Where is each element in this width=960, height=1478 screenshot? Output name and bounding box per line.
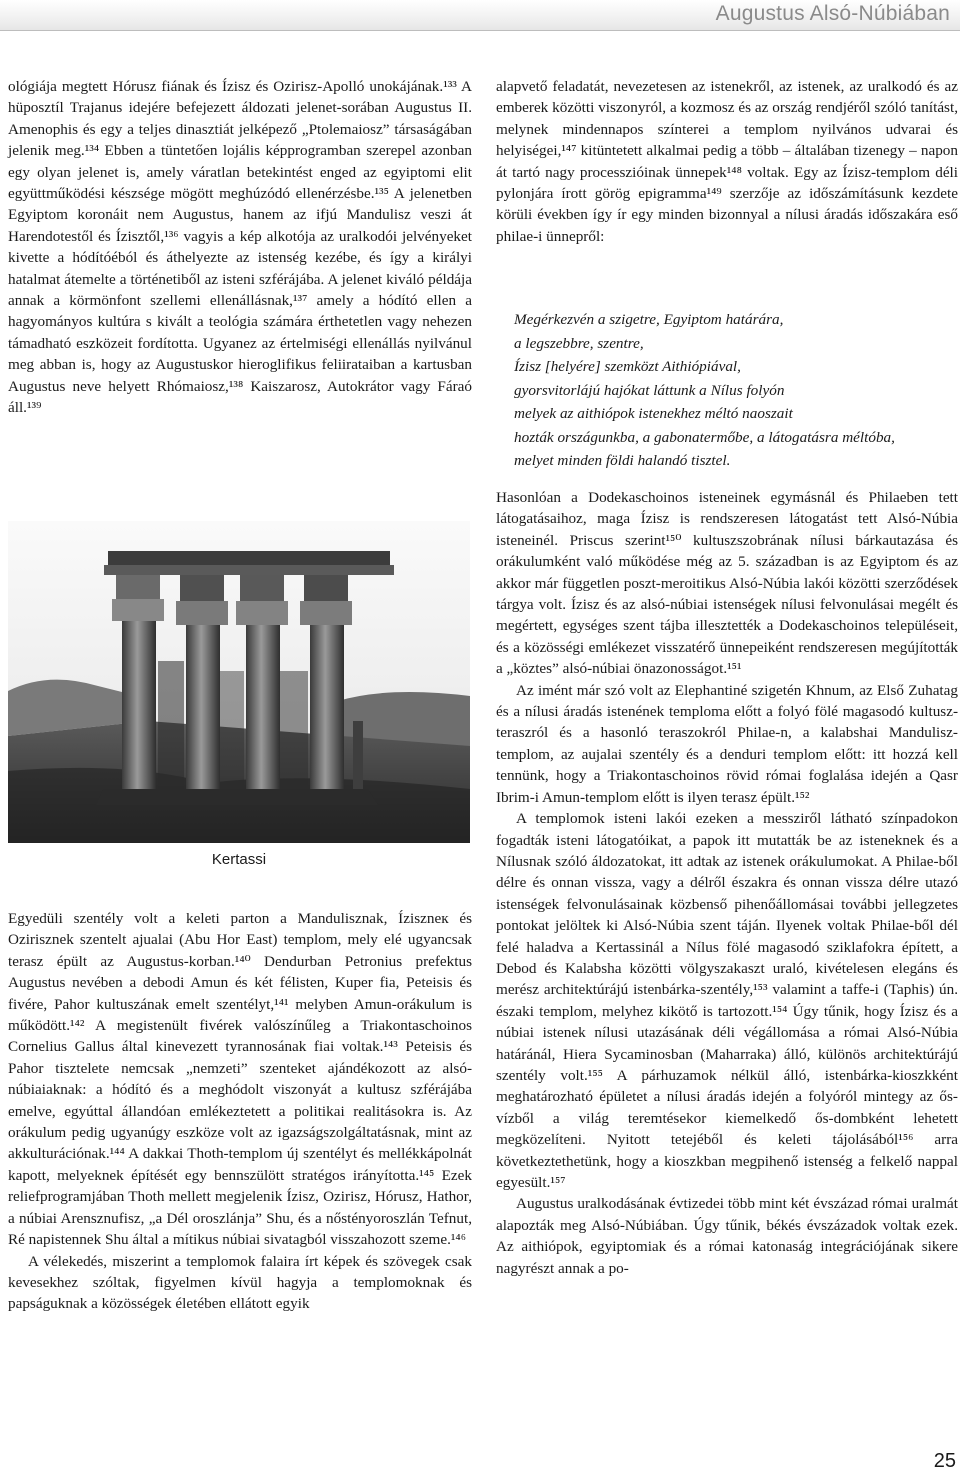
paragraph: ológiája megtett Hórusz fiának és Ízisz és Ozirisz-Apolló unokájának.¹³³ A hüposztíl Trajanus idejére befejezett áldozati jelenet-sorában Augustus II. Amenophis és egy a teljes dinasztiát jelképező „Ptolemaiosz” társaságában jelenik meg.¹³⁴ Ebben a tüntetően lojális képprogramban szerepel azonban egy olyan jelenet is, amely váratlan betekintést enged az egyiptomi elit együttműködési készsége mögött meghúzódó ellenérzésbe.¹³⁵ A jelenetben Egyiptom koronáit nem Augustus, hanem az ifjú Mandulisz veszi át Harendotestől és Ízisztől,¹³⁶ vagyis a kép alkotója az uralkodói jelvényeket kivette a hódítóéból és áthelyezte az istenség kezébe, és így a királyi hatalmat átemelte a történetiből az isteni szférájába. A jelenet kiváló példája annak a körmönfont szellemi ellenállásnak,¹³⁷ amely a hódító ellen a hagyományos kultúra s kivált a teológia számára érthetetlen vagy nehezen támadható eszközeit fordította. Ugyanez az értelmiségi ellenállás nyilvánul meg abban is, hogy az Augustuskor hieroglifikus feliirataiban a kartusban Augustus neve helyett Rhómaiosz,¹³⁸ Kaiszarosz, Autokrátor vagy Fáraó áll.¹³⁹ bbox=[8, 78, 472, 417]
epigram-poem bbox=[514, 308, 958, 473]
paragraph: Augustus uralkodásának évtizedei több mint két évszázad római uralmát alapozták meg Alsó-Núbiában. Úgy tűnik, békés évszázadok voltak ezek. Az aithiópok, egyiptomiak és a római katonaság integrációjának sikere nagyrészt annak a po- bbox=[496, 1195, 958, 1277]
paragraph: A vélekedés, miszerint a templomok falaira írt képek és szövegek csak kevesekhez szóltak, figyelmen kívül hagyja a templomoknak és papságuknak a közösségek életében ellátott egyik bbox=[8, 1252, 472, 1313]
left-column-lower bbox=[8, 908, 472, 1315]
right-column-lower bbox=[496, 487, 958, 1279]
poem-line: melyek az aithiópok istenekhez méltó naoszait bbox=[514, 405, 793, 422]
header-rule bbox=[0, 30, 960, 31]
poem-line: melyet minden földi halandó tisztel. bbox=[514, 452, 731, 469]
page-number: 25 bbox=[933, 1450, 956, 1472]
paragraph: alapvető feladatát, nevezetesen az istenekről, az istenek, az uralkodó és az emberek közötti viszonyról, a kozmosz és az ország rendjéről szóló tanítást, melynek mindennapos színterei a templom nyilvános udvarai és helyiségei,¹⁴⁷ kitüntetett alkalmai pedig a több – általában tizenegy – napon át tartó nagy processzióinak ünnepek¹⁴⁸ voltak. Egy az Ízisz-templom déli pylonjára írott görög epigramma¹⁴⁹ szerzője az időszámításunk kezdete körüli években így ír egy minden bizonnyal a nílusi áradás időszakára eső philae-i ünnepről: bbox=[496, 78, 958, 245]
poem-line: Ízisz [helyére] szemközt Aithiópiával, bbox=[514, 358, 741, 375]
running-head: Augustus Alsó-Núbiában bbox=[715, 2, 950, 25]
poem-line: hozták országunkba, a gabonatermőbe, a látogatásra méltóba, bbox=[514, 428, 895, 446]
paragraph: Az imént már szó volt az Elephantiné szigetén Khnum, az Első Zuhatag és a nílusi áradás istenének temploma előtt a folyó fölé magasodó kultusz-teraszról és a hasonló teraszokról Philae-n, a kalabshai Mandulisz-templom, az aujalai szentély és a denduri templom előtt: itt hozzá kell tennünk, hogy a Triakontaschoinos rövid római foglalása idején a Qasr Ibrim-i Amun-templom előtt is ilyen terasz épült.¹⁵² bbox=[496, 681, 958, 806]
paragraph: Hasonlóan a Dodekaschoinos isteneinek egymásnál és Philaeben tett látogatásaihoz, maga Ízisz is rendszeresen látogatást tett Alsó-Núbia isteneinél. Priscus szerint¹⁵⁰ kultuszszobrának nílusi bárkautazása és orákulumként való működése még az 5. században is az Egyiptom és az akkor már független poszt-meroitikus Alsó-Núbia lakói közötti szerződések tárgya volt. Ízisz és az alsó-núbiai istenségek nílusi felvonulásai megélt és megértett, egységes szent tájba illesztették a Dodekaschoinos településeit, és a közösségi emlékezet visszatérő ünnepeiként rendszeresen megújították a „köztes” alsó-núbiai önazonosságot.¹⁵¹ bbox=[496, 489, 958, 678]
left-column-top bbox=[8, 76, 472, 419]
temple-ruins-photo bbox=[8, 521, 470, 843]
figure-caption: Kertassi bbox=[211, 851, 267, 868]
poem-line: a legszebbre, szentre, bbox=[514, 334, 644, 352]
paragraph: Egyedüli szentély volt a keleti parton a Mandulisznak, Íziszneк és Ozirisznek szentelt ajualai (Abu Hor East) templom, mely elé ugyancsak terasz épült az Augustus-korban.¹⁴⁰ Dendurban Petronius prefektus Augustus nevében a debodi Amun és két félisten, Kuper fia, Peteisis és fivére, Pahor kultuszának emelt szentélyt,¹⁴¹ melyben Amun-orákulum is működött.¹⁴² A megistenült fivérek valószínűleg a Triakontaschoinos Cornelius Gallus által kinevezett tyrannosának fiai voltak.¹⁴³ Peteisis és Pahor tisztelete nemcsak „nemzeti” szenteket ajándékozott az alsó-núbiaiaknak: a hódító és a meghódolt viszonyát a kultusz szférájába emelve, egyúttal állandóan emlékeztetett a politikai realitásokra is. Az orákulum pedig ugyanúgy eszköze volt az igazságszolgáltatásnak, mint az akkulturációnak.¹⁴⁴ A dakkai Thoth-templom új szentélyt és mellékkápolnát kapott, melyeknek építését egy bennszülött stratégos irányította.¹⁴⁵ Ezek reliefprogramjában Thoth mellett megjelenik Ízisz, Ozirisz, Hórusz, Hathor, a núbiai Arensznufisz, „a Dél oroszlánja” Shu, és a nőstényoroszlán Tefnut, Ré napistennek Shu által a mítikus núbiai sivatagból visszahozott szeme.¹⁴⁶ bbox=[8, 910, 472, 1249]
poem-line: Megérkezvén a szigetre, Egyiptom határára, bbox=[514, 311, 784, 328]
paragraph: A templomok isteni lakói ezeken a messziről látható színpadokon fogadták isteni látogatóikat, a papok itt mutatták be az isteneknek és a Nílusnak szóló áldozatokat, itt adtak az istenek orákulumokat. A Philae-ből délre és onnan vissza, vagy a délről északra és onnan vissza délre utazó istenségek felvonulásainak közbenső pihenőállomásai további jellegzetes pontokat jelöltek ki Alsó-Núbia szent táján. Ilyenek voltak Philae-ből dél felé haladva a Kertassinál a Nílus fölé magasodó sziklafokra épített, a Debod és Kalabsha közötti völgyszakaszt uraló, kivételesen elegáns és merész architektúrájú istenbárka-szentély,¹⁵³ valamint a taffe-i (Taphis) ún. északi templom, melyhez kikötő is tartozott.¹⁵⁴ Úgy tűnik, hogy Ízisz és a núbiai istenek nílusi utazásának déli végállomása a római Alsó-Núbia határánál, Hiera Sycaminosban (Maharraka) álló, különös architektúrájú szentély volt.¹⁵⁵ A párhuzamok nélkül álló, istenbárka-kioszkként meghatározható épületet a nílusi áradás idején a folyóról mintegy az ős-vízből a világ teremtésekor kiemelkedő ős-dombként lehetett megközelíteni. Nyitott tetejéből és keleti tájolásából¹⁵⁶ arra következtethetünk, hogy a kioszkban megpihenő istenség a felkelő nappal egyesült.¹⁵⁷ bbox=[496, 810, 958, 1191]
poem-line: gyorsvitorlájú hajókat láttunk a Nílus folyón bbox=[514, 381, 785, 399]
right-column-top bbox=[496, 76, 958, 247]
